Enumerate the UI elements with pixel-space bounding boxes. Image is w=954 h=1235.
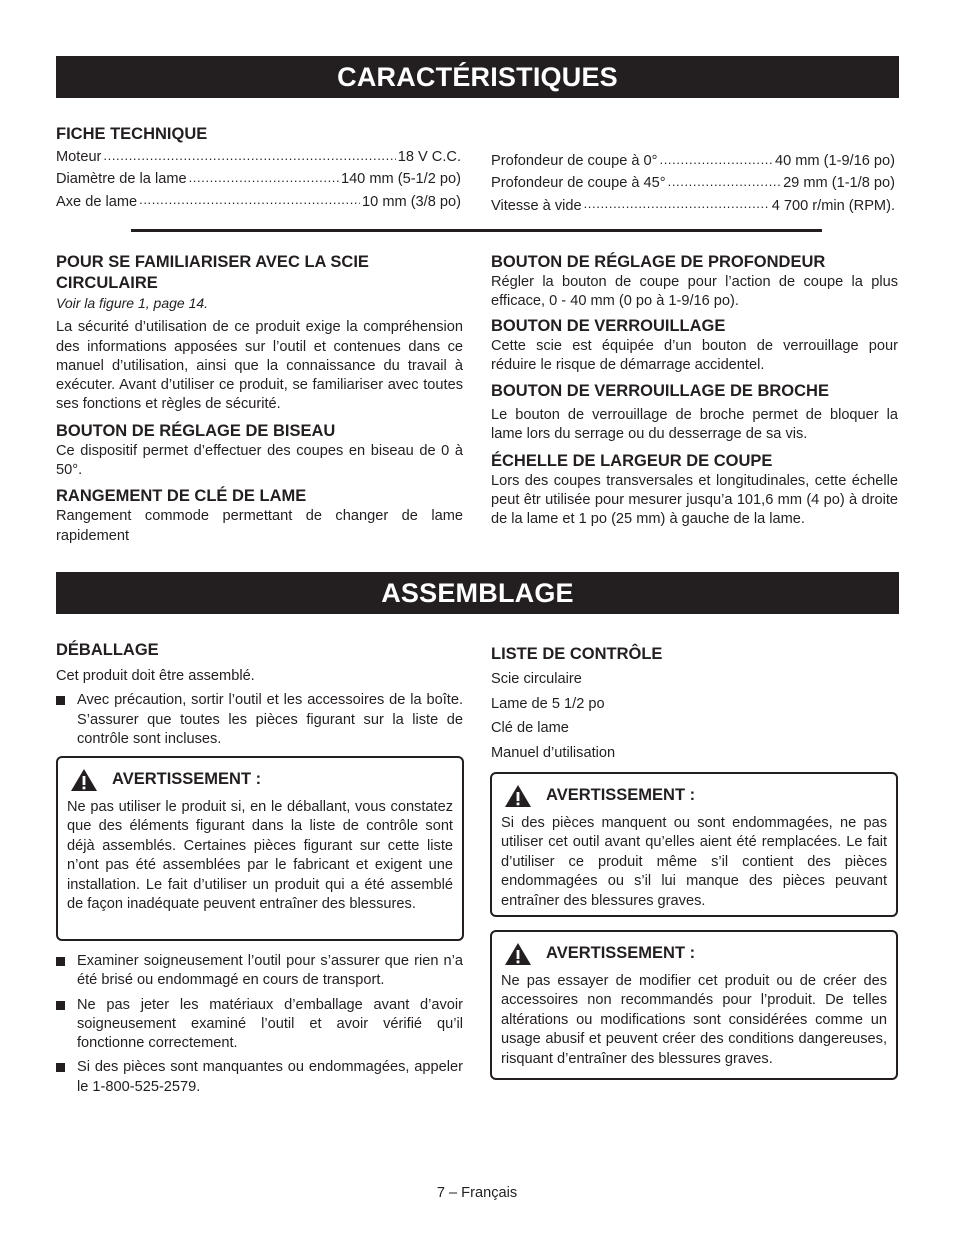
spec-label: Diamètre de la lame bbox=[56, 171, 187, 188]
section-banner-assemblage: ASSEMBLAGE bbox=[56, 572, 899, 614]
fiche-technique-right bbox=[491, 152, 895, 219]
bullet-item: Si des pièces sont manquantes ou endommagées, appeler le 1-800-525-2579. bbox=[56, 1058, 463, 1097]
fiche-technique-block bbox=[56, 124, 461, 215]
spec-value: 10 mm (3/8 po) bbox=[362, 193, 461, 210]
liste-controle-block bbox=[491, 644, 898, 769]
warning-box-1 bbox=[56, 756, 464, 941]
warning-text: Ne pas utiliser le produit si, en le déballant, vous constatez que des éléments figurant dans la liste de contrôle sont déjà assemblés. Certaines pièces figurant sur cette liste n’ont pas été assemblées par le fabricant et exigent une installation. Le fait d’utiliser un produit qui a été assemblé de façon inadéquate peuvent entraîner des blessures. bbox=[67, 799, 453, 913]
warning-title-text: AVERTISSEMENT : bbox=[546, 786, 696, 805]
familiariser-text: La sécurité d’utilisation de ce produit exige la compréhension des informations apposées sur l’outil et contenues dans ce manuel d’utilisation, ainsi que la connaissance du travail à exécuter. Avant d’utiliser ce produit, se familiariser avec toutes ses fonctions et règles de sécurité. bbox=[56, 319, 463, 413]
profondeur-text: Régler la bouton de coupe pour l’action de coupe la plus efficace, 0 - 40 mm (0 po à 1-9/16 po). bbox=[491, 274, 898, 310]
liste-title: LISTE DE CONTRÔLE bbox=[491, 645, 663, 663]
rangement-title: RANGEMENT DE CLÉ DE LAME bbox=[56, 487, 307, 506]
warning-title bbox=[501, 782, 887, 810]
warning-title bbox=[67, 766, 453, 794]
spec-row bbox=[56, 170, 461, 189]
fiche-technique-title: FICHE TECHNIQUE bbox=[56, 125, 208, 143]
verrouillage-text: Cette scie est équipée d’un bouton de verrouillage pour réduire le risque de démarrage accidentel. bbox=[491, 337, 898, 373]
profondeur-title: BOUTON DE RÉGLAGE DE PROFONDEUR bbox=[491, 253, 826, 271]
familiariser-title: POUR SE FAMILIARISER AVEC LA SCIE CIRCULAIRE bbox=[56, 253, 369, 292]
broche-text: Le bouton de verrouillage de broche permet de bloquer la lame lors du serrage ou du desserrage de sa vis. bbox=[491, 407, 898, 443]
list-item: Clé de lame bbox=[491, 720, 569, 737]
bullet-item: Ne pas jeter les matériaux d’emballage avant d’avoir soigneusement examiné l’outil et avoir vérifié qu’il fonctionne correctement. bbox=[56, 996, 463, 1054]
spec-value: 18 V C.C. bbox=[397, 149, 461, 165]
spec-label: Vitesse à vide bbox=[491, 197, 582, 214]
warning-box-3 bbox=[490, 930, 898, 1080]
spec-row bbox=[56, 193, 461, 212]
warning-box-2 bbox=[490, 772, 898, 917]
warning-text: Si des pièces manquent ou sont endommagées, ne pas utiliser cet outil avant qu’elles aient été remplacées. Le fait d’utiliser ce produit même s’il contient des pièces endommagées ou s’il lui manque des pièces peuvant entraîner des blessures graves. bbox=[501, 815, 887, 909]
spec-value: 40 mm (1-9/16 po) bbox=[774, 153, 895, 169]
page-footer: 7 – Français bbox=[436, 1185, 518, 1201]
deballage-intro: Cet produit doit être assemblé. bbox=[56, 668, 255, 684]
list-item: Lame de 5 1/2 po bbox=[491, 695, 605, 712]
figure-reference: Voir la figure 1, page 14. bbox=[56, 295, 209, 311]
spec-label: Profondeur de coupe à 0° bbox=[491, 153, 658, 169]
spec-value: 140 mm (5-1/2 po) bbox=[340, 171, 461, 188]
section-divider bbox=[131, 229, 822, 232]
broche-title: BOUTON DE VERROUILLAGE DE BROCHE bbox=[491, 382, 829, 401]
spec-label: Axe de lame bbox=[56, 193, 138, 210]
warning-title bbox=[501, 940, 887, 968]
section-banner-caracteristiques: CARACTÉRISTIQUES bbox=[56, 56, 899, 98]
right-column-features bbox=[491, 252, 898, 530]
warning-title-text: AVERTISSEMENT : bbox=[112, 770, 262, 789]
spec-label: Profondeur de coupe à 45° bbox=[491, 175, 666, 192]
spec-row bbox=[56, 148, 461, 167]
echelle-text: Lors des coupes transversales et longitudinales, cette échelle peut êtr utilisée pour mesurer jusqu’a 101,6 mm (4 po) à droite de la lame et 1 po (25 mm) à gauche de la lame. bbox=[491, 472, 898, 528]
warning-triangle-icon bbox=[504, 942, 532, 966]
warning-text: Ne pas essayer de modifier cet produit ou de créer des accessoires non recommandés pour l’produit. De telles altérations ou modifications sont considérées comme un usage abusif et peuvent créer des conditions dangereuses, risquant d’entraîner des blessures graves. bbox=[501, 973, 887, 1067]
spec-row bbox=[491, 174, 895, 193]
deballage-block bbox=[56, 640, 463, 749]
bullet-item: Avec précaution, sortir l’outil et les accessoires de la boîte. S’assurer que toutes les pièces figurant sur la liste de contrôle sont incluses. bbox=[56, 691, 463, 749]
warning-title-text: AVERTISSEMENT : bbox=[546, 944, 696, 963]
verrouillage-title: BOUTON DE VERROUILLAGE bbox=[491, 316, 726, 335]
spec-value: 4 700 r/min (RPM). bbox=[771, 197, 895, 214]
warning-triangle-icon bbox=[70, 768, 98, 792]
biseau-text: Ce dispositif permet d’effectuer des coupes en biseau de 0 à 50°. bbox=[56, 442, 463, 479]
echelle-title: ÉCHELLE DE LARGEUR DE COUPE bbox=[491, 451, 773, 470]
rangement-text: Rangement commode permettant de changer de lame rapidement bbox=[56, 508, 463, 544]
warning-triangle-icon bbox=[504, 784, 532, 808]
left-column-features bbox=[56, 252, 463, 546]
spec-label: Moteur bbox=[56, 149, 102, 165]
list-item: Manuel d’utilisation bbox=[491, 745, 616, 762]
spec-value: 29 mm (1-1/8 po) bbox=[783, 175, 895, 192]
list-item: Scie circulaire bbox=[491, 671, 582, 687]
deballage-title: DÉBALLAGE bbox=[56, 641, 159, 659]
deballage-bullets bbox=[56, 952, 463, 1097]
spec-row bbox=[491, 197, 895, 216]
biseau-title: BOUTON DE RÉGLAGE DE BISEAU bbox=[56, 421, 336, 440]
bullet-item: Examiner soigneusement l’outil pour s’assurer que rien n’a été brisé ou endommagé en cours de transport. bbox=[56, 952, 463, 991]
spec-row bbox=[491, 152, 895, 171]
